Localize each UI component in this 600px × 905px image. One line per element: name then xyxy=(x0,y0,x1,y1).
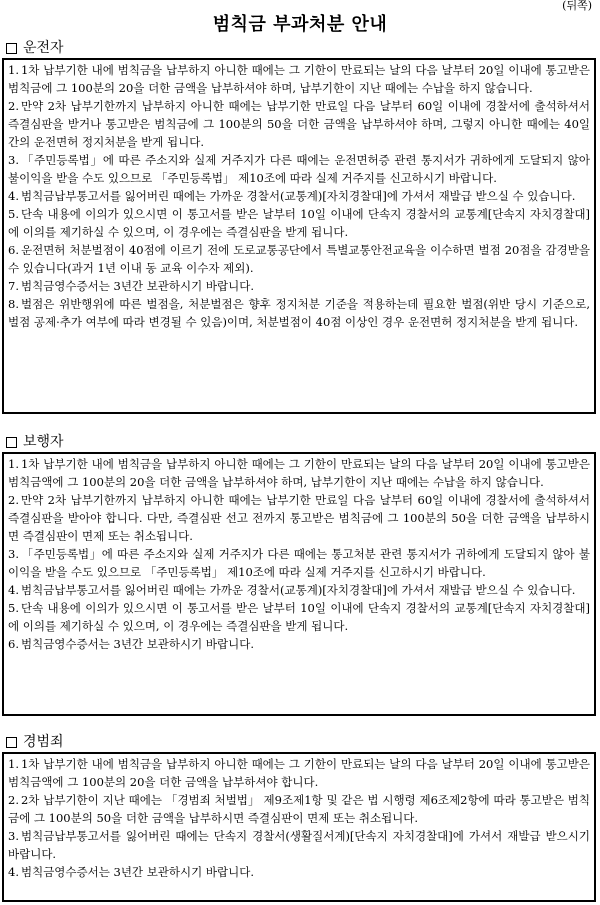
section-heading-label: 운전자 xyxy=(23,40,64,56)
checkbox-icon[interactable] xyxy=(6,43,17,54)
section-heading-minor-offense xyxy=(6,734,64,750)
list-item: 1. 1차 납부기한 내에 범칙금을 납부하지 아니한 때에는 그 기한이 만료되는 날의 다음 날부터 20일 이내에 통고받은 범칙금액에 그 100분의 20을 더한 금액을 납부하셔야 합니다. xyxy=(8,757,590,789)
list-item: 7. 범칙금영수증서는 3년간 보관하시기 바랍니다. xyxy=(8,279,254,293)
list-item: 4. 범칙금납부통고서를 잃어버린 때에는 가까운 경찰서(교통계)[자치경찰대]에 가셔서 재발급 받으실 수 있습니다. xyxy=(8,583,576,597)
list-item: 1. 1차 납부기한 내에 범칙금을 납부하지 아니한 때에는 그 기한이 만료되는 날의 다음 날부터 20일 이내에 통고받은 범칙금에 그 100분의 20을 더한 금액을 납부하셔야 하며, 납부기한이 지난 때에는 수납을 하지 않습니다. xyxy=(8,63,590,95)
section-box-pedestrian xyxy=(2,452,596,716)
list-item: 2. 2차 납부기한이 지난 때에는 「경범죄 처벌법」 제9조제1항 및 같은 법 시행령 제6조제2항에 따라 통고받은 범칙금에 그 100분의 50을 더한 금액을 납부하시면 즉결심판이 면제 또는 취소됩니다. xyxy=(8,793,590,825)
document-title: 범칙금 부과처분 안내 xyxy=(212,14,388,35)
section-heading-label: 보행자 xyxy=(23,434,64,450)
list-item: 8. 벌점은 위반행위에 따른 벌점을, 처분벌점은 향후 정지처분 기준을 적용하는데 필요한 벌점(위반 당시 기준으로, 벌점 공제·추가 여부에 따라 변경될 수 있음)이며, 처분벌점이 40점 이상인 경우 운전면허 정지처분을 받게 됩니다. xyxy=(8,297,590,329)
checkbox-icon[interactable] xyxy=(6,737,17,748)
list-item: 3. 「주민등록법」에 따른 주소지와 실제 거주지가 다른 때에는 통고처분 관련 통지서가 귀하에게 도달되지 않아 불이익을 받을 수도 있으므로 「주민등록법」 제10조에 따라 실제 거주지를 신고하시기 바랍니다. xyxy=(8,547,590,579)
section-box-driver xyxy=(2,58,596,414)
section-box-minor-offense xyxy=(2,752,596,902)
section-heading-pedestrian xyxy=(6,434,64,450)
checkbox-icon[interactable] xyxy=(6,437,17,448)
list-item: 3. 「주민등록법」에 따른 주소지와 실제 거주지가 다른 때에는 운전면허증 관련 통지서가 귀하에게 도달되지 않아 불이익을 받을 수도 있으므로 「주민등록법」 제10조에 따라 실제 거주지를 신고하시기 바랍니다. xyxy=(8,153,590,185)
list-item: 2. 만약 2차 납부기한까지 납부하지 아니한 때에는 납부기한 만료일 다음 날부터 60일 이내에 경찰서에 출석하셔서 즉결심판을 받거나 통고받은 범칙금에 그 100분의 50을 더한 금액을 납부하셔야 하며, 그렇지 아니한 때에는 40일간의 운전면허 정지처분을 받게 됩니다. xyxy=(8,99,590,149)
list-item: 5. 단속 내용에 이의가 있으시면 이 통고서를 받은 날부터 10일 이내에 단속지 경찰서의 교통계[단속지 자치경찰대]에 이의를 제기하실 수 있으며, 이 경우에는 즉결심판을 받게 됩니다. xyxy=(8,207,590,239)
list-item: 5. 단속 내용에 이의가 있으시면 이 통고서를 받은 날부터 10일 이내에 단속지 경찰서의 교통계[단속지 자치경찰대]에 이의를 제기하실 수 있으며, 이 경우에는 즉결심판을 받게 됩니다. xyxy=(8,601,590,633)
list-item: 4. 범칙금영수증서는 3년간 보관하시기 바랍니다. xyxy=(8,865,254,879)
section-heading-label: 경범죄 xyxy=(23,734,64,750)
list-item: 1. 1차 납부기한 내에 범칙금을 납부하지 아니한 때에는 그 기한이 만료되는 날의 다음 날부터 20일 이내에 통고받은 범칙금액에 그 100분의 20을 더한 금액을 납부하셔야 하며, 납부기한이 지난 때에는 수납을 하지 않습니다. xyxy=(8,457,590,489)
list-item: 6. 운전면허 처분벌점이 40점에 이르기 전에 도로교통공단에서 특별교통안전교육을 이수하면 벌점 20점을 감경받을 수 있습니다(과거 1년 이내 동 교육 이수자 제외). xyxy=(8,243,590,275)
list-item: 2. 만약 2차 납부기한까지 납부하지 아니한 때에는 납부기한 만료일 다음 날부터 60일 이내에 경찰서에 출석하셔서 즉결심판을 받아야 합니다. 다만, 즉결심판 선고 전까지 통고받은 범칙금에 그 100분의 50을 더한 금액을 납부하시면 즉결심판이 면제 또는 취소됩니다. xyxy=(8,493,590,543)
list-item: 3. 범칙금납부통고서를 잃어버린 때에는 단속지 경찰서(생활질서계)[단속지 자치경찰대]에 가셔서 재발급 받으시기 바랍니다. xyxy=(8,829,590,861)
list-item: 6. 범칙금영수증서는 3년간 보관하시기 바랍니다. xyxy=(8,637,254,651)
page-side-note: (뒤쪽) xyxy=(562,0,592,12)
section-heading-driver xyxy=(6,40,64,56)
list-item: 4. 범칙금납부통고서를 잃어버린 때에는 가까운 경찰서(교통계)[자치경찰대]에 가셔서 재발급 받으실 수 있습니다. xyxy=(8,189,576,203)
